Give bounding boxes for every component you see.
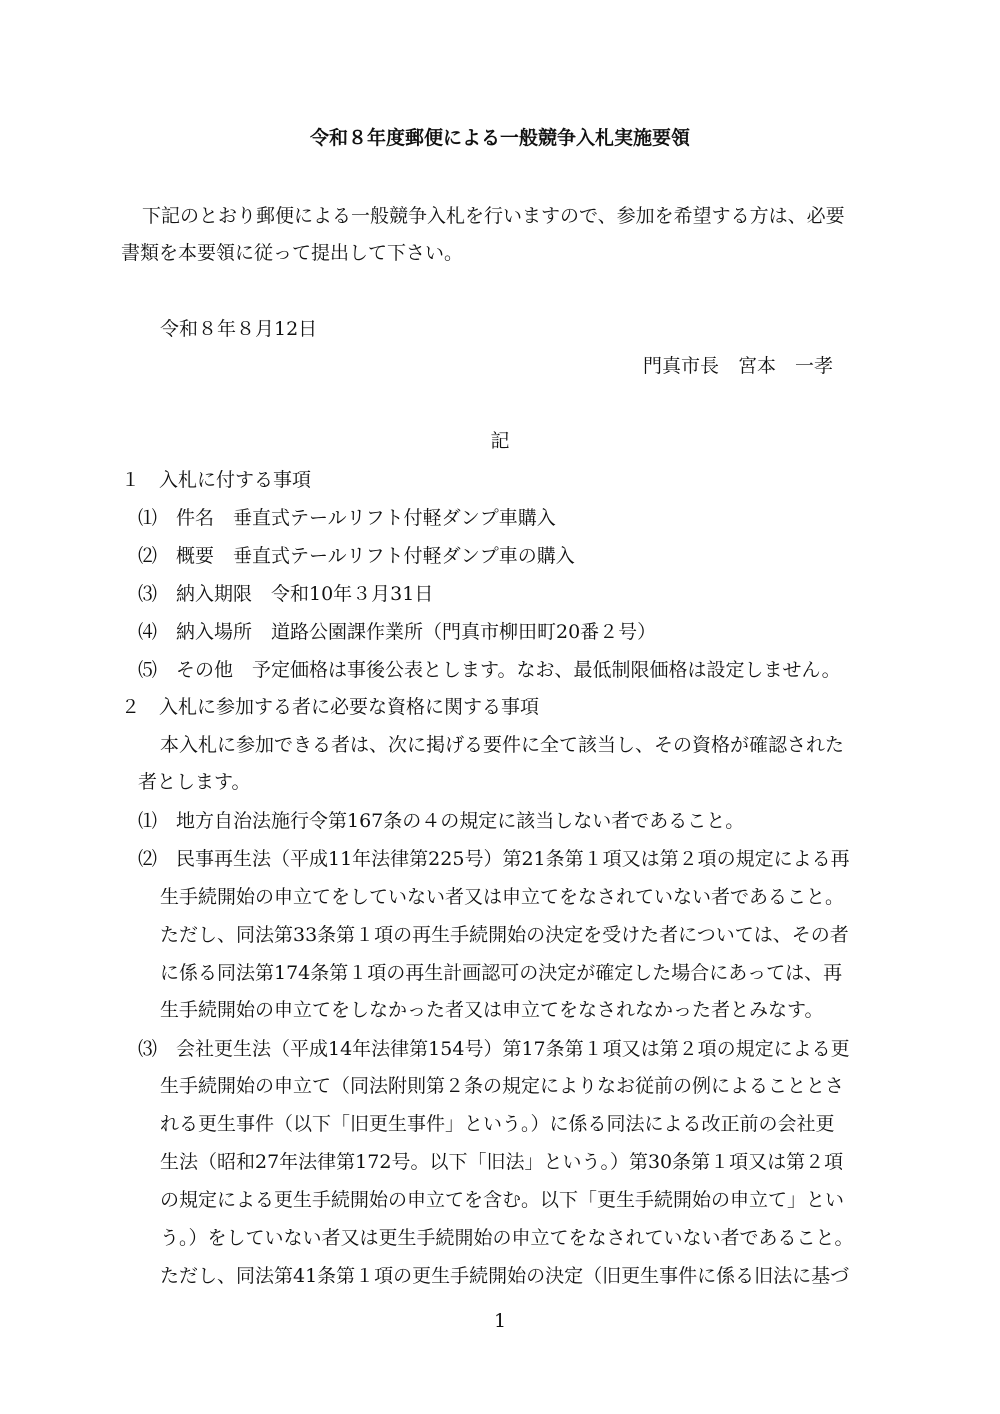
- section2-intro-line-1: 本入札に参加できる者は、次に掲げる要件に全て該当し、その資格が確認された: [160, 734, 845, 756]
- section2-item3-line: の規定による更生手続開始の申立てを含む。以下「更生手続開始の申立て」とい: [160, 1189, 845, 1211]
- section1-item-other: ⑸ その他 予定価格は事後公表とします。なお、最低制限価格は設定しません。: [138, 659, 841, 681]
- section2-item3-line: ただし、同法第41条第１項の更生手続開始の決定（旧更生事件に係る旧法に基づ: [160, 1265, 850, 1287]
- section2-intro-line-2: 者とします。: [138, 771, 251, 793]
- section1-item-location: ⑷ 納入場所 道路公園課作業所（門真市柳田町20番２号）: [138, 621, 657, 643]
- section2-item3-line: 生法（昭和27年法律第172号。以下「旧法」という。）第30条第１項又は第２項: [160, 1151, 844, 1173]
- section2-item2-line: に係る同法第174条第１項の再生計画認可の決定が確定した場合にあっては、再: [160, 962, 843, 984]
- section2-item3-line: う。）をしていない者又は更生手続開始の申立てをなされていない者であること。: [160, 1227, 854, 1249]
- document-date: 令和８年８月12日: [160, 318, 318, 340]
- section2-heading: ２ 入札に参加する者に必要な資格に関する事項: [121, 696, 540, 718]
- section2-item3-line: 生手続開始の申立て（同法附則第２条の規定によりなお従前の例によることとさ: [160, 1075, 845, 1097]
- intro-line-2: 書類を本要領に従って提出して下さい。: [121, 242, 464, 264]
- page-number: 1: [493, 1310, 507, 1332]
- document-title: 令和８年度郵便による一般競争入札実施要領: [309, 127, 690, 149]
- section1-item-name: ⑴ 件名 垂直式テールリフト付軽ダンプ車購入: [138, 507, 556, 529]
- section1-item-summary: ⑵ 概要 垂直式テールリフト付軽ダンプ車の購入: [138, 545, 575, 567]
- issuer-name: 門真市長 宮本 一孝: [643, 355, 834, 377]
- section2-item3-line: ⑶ 会社更生法（平成14年法律第154号）第17条第１項又は第２項の規定による更: [138, 1038, 850, 1060]
- section2-item2-line: 生手続開始の申立てをしなかった者又は申立てをなされなかった者とみなす。: [160, 999, 824, 1021]
- section2-item2-line: ただし、同法第33条第１項の再生手続開始の決定を受けた者については、その者: [160, 924, 849, 946]
- section2-item1: ⑴ 地方自治法施行令第167条の４の規定に該当しない者であること。: [138, 810, 745, 832]
- section2-item2-line: ⑵ 民事再生法（平成11年法律第225号）第21条第１項又は第２項の規定による再: [138, 848, 850, 870]
- section1-item-deadline: ⑶ 納入期限 令和10年３月31日: [138, 583, 434, 605]
- section1-heading: １ 入札に付する事項: [121, 469, 312, 491]
- intro-line-1: 下記のとおり郵便による一般競争入札を行いますので、参加を希望する方は、必要: [142, 205, 845, 227]
- section2-item3-line: れる更生事件（以下「旧更生事件」という。）に係る同法による改正前の会社更: [160, 1113, 835, 1135]
- section2-item2-line: 生手続開始の申立てをしていない者又は申立てをなされていない者であること。: [160, 886, 845, 908]
- ki-heading: 記: [490, 430, 510, 452]
